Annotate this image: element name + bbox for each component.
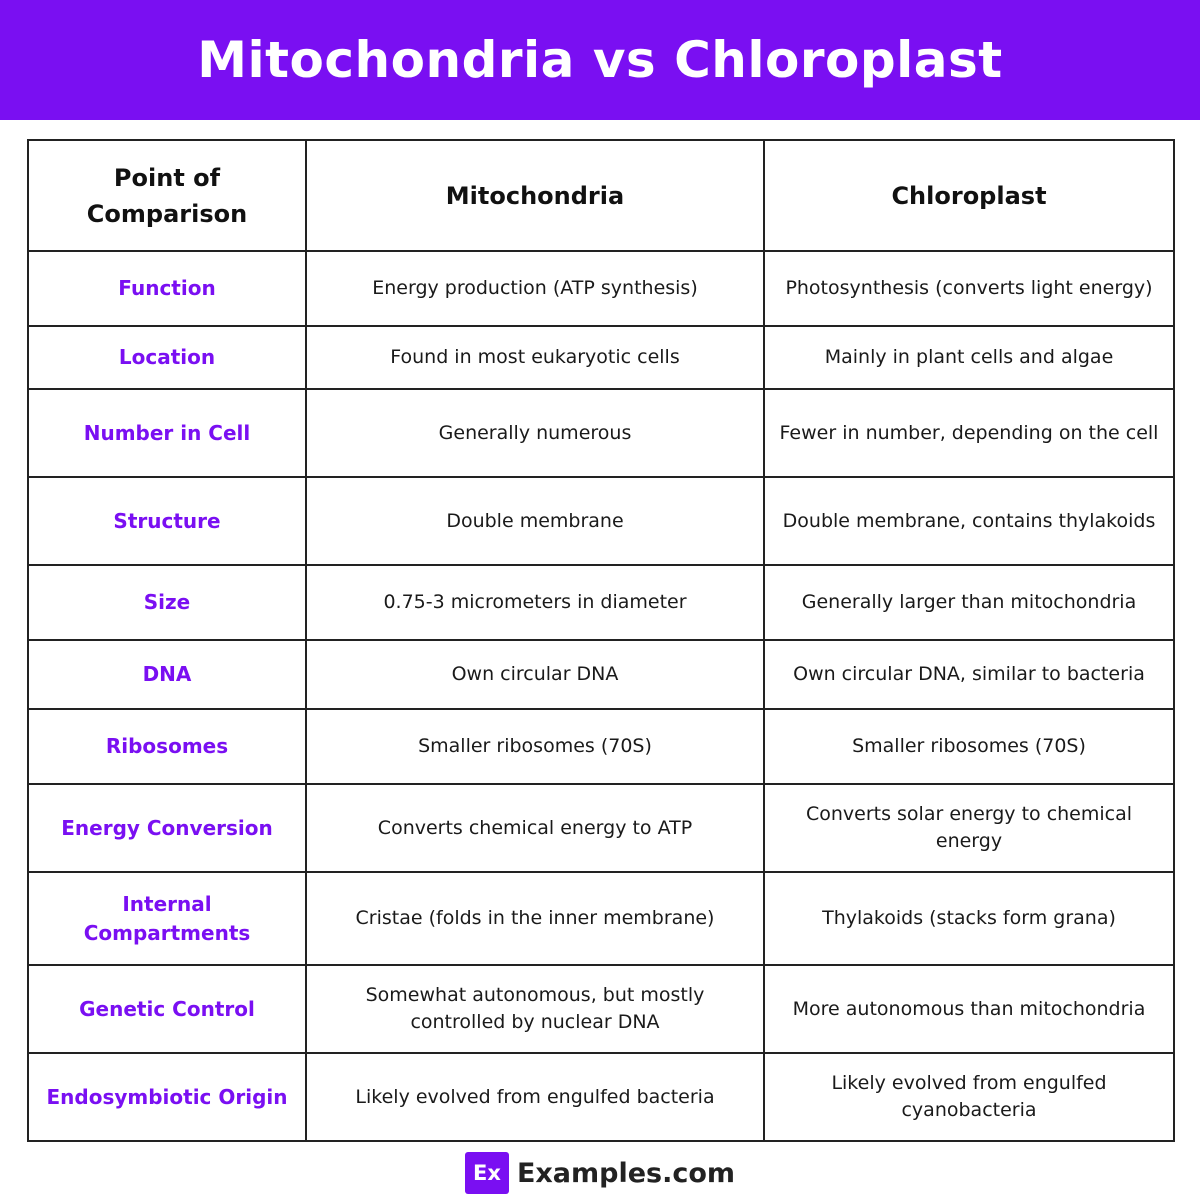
row-label: Structure: [28, 477, 306, 565]
brand-name: Examples.com: [516, 1157, 736, 1189]
header-mitochondria: Mitochondria: [306, 140, 764, 251]
title-banner: [0, 0, 1200, 120]
chloroplast-cell: Own circular DNA, similar to bacteria: [764, 640, 1174, 709]
table-row: [28, 872, 1174, 965]
mitochondria-cell: Found in most eukaryotic cells: [306, 326, 764, 389]
table-row: [28, 709, 1174, 784]
footer-brand[interactable]: [0, 1150, 1200, 1196]
chloroplast-cell: Converts solar energy to chemical energy: [764, 784, 1174, 872]
chloroplast-cell: Thylakoids (stacks form grana): [764, 872, 1174, 965]
mitochondria-cell: 0.75-3 micrometers in diameter: [306, 565, 764, 640]
table-row: [28, 1053, 1174, 1141]
table-row: [28, 565, 1174, 640]
row-label: DNA: [28, 640, 306, 709]
mitochondria-cell: Double membrane: [306, 477, 764, 565]
chloroplast-cell: More autonomous than mitochondria: [764, 965, 1174, 1053]
table-row: [28, 965, 1174, 1053]
row-label: Endosymbiotic Origin: [28, 1053, 306, 1141]
chloroplast-cell: Likely evolved from engulfed cyanobacteria: [764, 1053, 1174, 1141]
mitochondria-cell: Likely evolved from engulfed bacteria: [306, 1053, 764, 1141]
mitochondria-cell: Somewhat autonomous, but mostly controlled by nuclear DNA: [306, 965, 764, 1053]
header-chloroplast: Chloroplast: [764, 140, 1174, 251]
row-label: Internal Compartments: [28, 872, 306, 965]
mitochondria-cell: Converts chemical energy to ATP: [306, 784, 764, 872]
chloroplast-cell: Double membrane, contains thylakoids: [764, 477, 1174, 565]
row-label: Genetic Control: [28, 965, 306, 1053]
table-header-row: [28, 140, 1174, 251]
table-row: [28, 640, 1174, 709]
table-row: [28, 326, 1174, 389]
mitochondria-cell: Cristae (folds in the inner membrane): [306, 872, 764, 965]
mitochondria-cell: Energy production (ATP synthesis): [306, 251, 764, 326]
header-point-of-comparison: Point of Comparison: [28, 140, 306, 251]
mitochondria-cell: Generally numerous: [306, 389, 764, 477]
page-title: Mitochondria vs Chloroplast: [197, 31, 1003, 89]
row-label: Number in Cell: [28, 389, 306, 477]
row-label: Energy Conversion: [28, 784, 306, 872]
chloroplast-cell: Fewer in number, depending on the cell: [764, 389, 1174, 477]
row-label: Size: [28, 565, 306, 640]
chloroplast-cell: Photosynthesis (converts light energy): [764, 251, 1174, 326]
table-row: [28, 389, 1174, 477]
row-label: Function: [28, 251, 306, 326]
mitochondria-cell: Own circular DNA: [306, 640, 764, 709]
row-label: Ribosomes: [28, 709, 306, 784]
chloroplast-cell: Generally larger than mitochondria: [764, 565, 1174, 640]
table-row: [28, 477, 1174, 565]
mitochondria-cell: Smaller ribosomes (70S): [306, 709, 764, 784]
row-label: Location: [28, 326, 306, 389]
chloroplast-cell: Smaller ribosomes (70S): [764, 709, 1174, 784]
table-row: [28, 784, 1174, 872]
table-row: [28, 251, 1174, 326]
chloroplast-cell: Mainly in plant cells and algae: [764, 326, 1174, 389]
comparison-table: [27, 139, 1175, 1142]
examples-logo-icon: Ex: [465, 1152, 509, 1194]
